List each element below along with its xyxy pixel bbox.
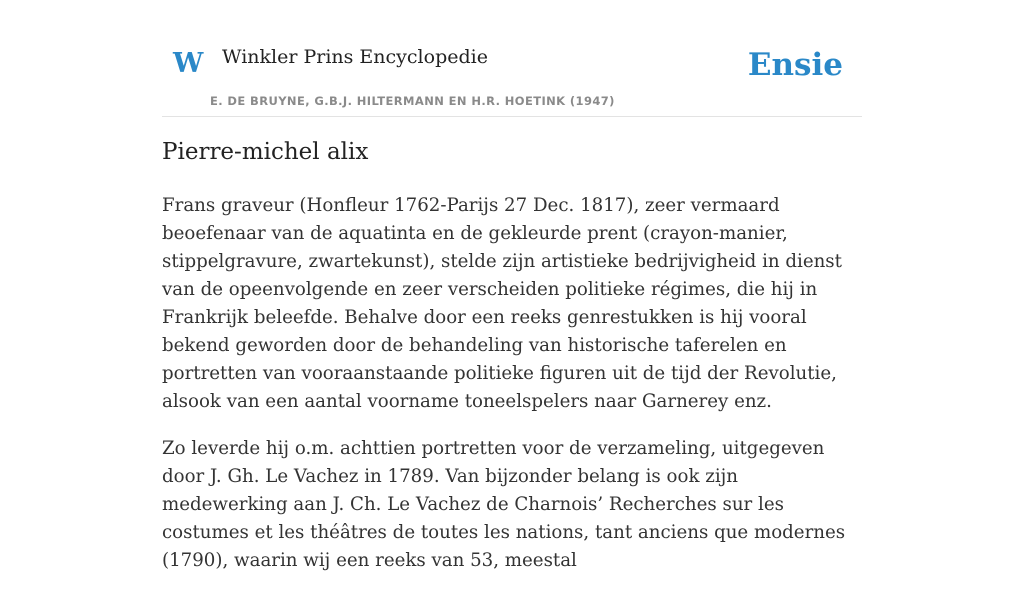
site-header xyxy=(162,0,862,117)
entry-paragraph: Frans graveur (Honfleur 1762-Parijs 27 Dec. 1817), zeer vermaard beoefenaar van de aquatinta en de gekleurde prent (crayon-manier, stippelgravure, zwartekunst), stelde zijn artistieke bedrijvigheid in dienst van de opeenvolgende en zeer verscheiden politieke régimes, die hij in Frankrijk beleefde. Behalve door een reeks genrestukken is hij vooral bekend geworden door de behandeling van historische taferelen en portretten van vooraanstaande politieke figuren uit de tijd der Revolutie, alsook van een aantal voorname toneelspelers naar Garnerey enz. xyxy=(162,195,842,412)
entry-body xyxy=(162,192,862,594)
entry-paragraph: Zo leverde hij o.m. achttien portretten voor de verzameling, uitgegeven door J. Gh. Le Vachez in 1789. Van bijzonder belang is ook zijn medewerking aan J. Ch. Le Vachez de Charnois’ Recherches sur les costumes et les théâtres de toutes les nations, tant anciens que modernes (1790), waarin wij een reeks van 53, meestal xyxy=(162,438,846,571)
entry-title: Pierre-michel alix xyxy=(162,139,369,165)
publication-title[interactable]: Winkler Prins Encyclopedie xyxy=(222,46,488,68)
publication-logo[interactable]: W xyxy=(173,48,204,79)
ensie-logo[interactable]: Ensie xyxy=(747,47,843,83)
publication-authors: E. DE BRUYNE, G.B.J. HILTERMANN EN H.R. HOETINK (1947) xyxy=(210,94,615,108)
